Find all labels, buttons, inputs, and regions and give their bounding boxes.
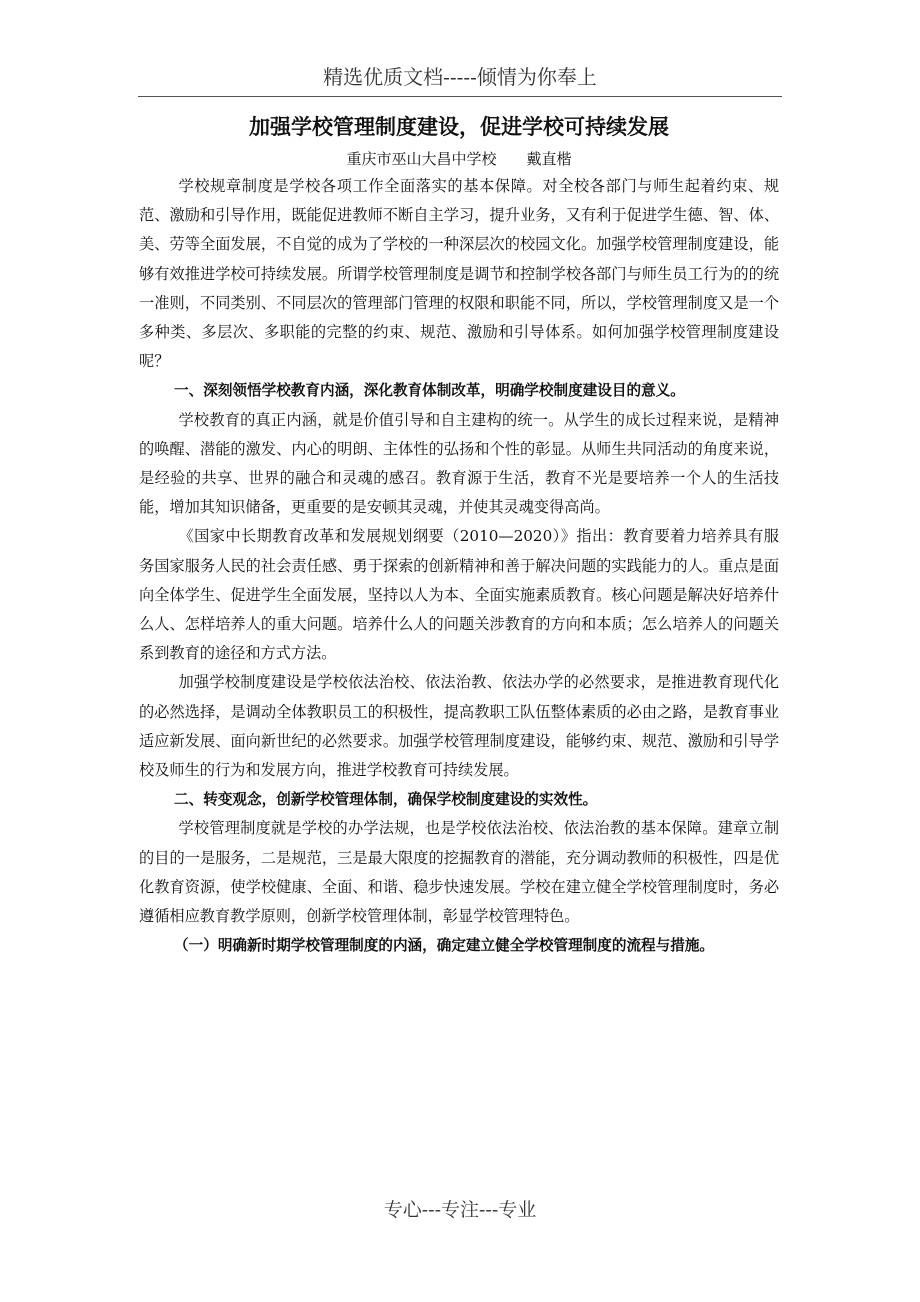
subsection-heading-1: （一）明确新时期学校管理制度的内涵，确定建立健全学校管理制度的流程与措施。 <box>174 937 715 955</box>
author-byline: 重庆市巫山大昌中学校 戴直楷 <box>346 150 572 168</box>
body-paragraph: 学校管理制度就是学校的办学法规，也是学校依法治校、依法治教的基本保障。建章立制的目的一是服务，二是规范，三是最大限度的挖掘教育的潜能，充分调动教师的积极性，四是优化教育资源，使学校健康、全面、和谐、稳步快速发展。学校在建立健全学校管理制度时，务必遵循相应教育教学原则，创新学校管理体制，彰显学校管理特色。 <box>139 819 779 926</box>
body-paragraph: 学校教育的真正内涵，就是价值引导和自主建构的统一。从学生的成长过程来说，是精神的唤醒、潜能的激发、内心的明朗、主体性的弘扬和个性的彰显。从师生共同活动的角度来说，是经验的共享、世界的融合和灵魂的感召。教育源于生活，教育不光是要培养一个人的生活技能，增加其知识储备，更重要的是安顿其灵魂，并使其灵魂变得高尚。 <box>139 410 779 517</box>
section-heading-1: 一、深刻领悟学校教育内涵，深化教育体制改革，明确学校制度建设目的意义。 <box>174 382 685 400</box>
page-footer: 专心---专注---专业 <box>383 1199 537 1221</box>
document-title: 加强学校管理制度建设，促进学校可持续发展 <box>249 115 669 139</box>
body-paragraph: 《国家中长期教育改革和发展规划纲要（2010—2020）》指出：教育要着力培养具有服务国家服务人民的社会责任感、勇于探索的创新精神和善于解决问题的实践能力的人。重点是面向全体学生、促进学生全面发展，坚持以人为本、全面实施素质教育。核心问题是解决好培养什么人、怎样培养人的重大问题。培养什么人的问题关涉教育的方向和本质；怎么培养人的问题关系到教育的途径和方式方法。 <box>139 527 779 663</box>
document-body <box>139 108 779 960</box>
body-paragraph: 学校规章制度是学校各项工作全面落实的基本保障。对全校各部门与师生起着约束、规范、激励和引导作用，既能促进教师不断自主学习，提升业务，又有利于促进学生德、智、体、美、劳等全面发展，不自觉的成为了学校的一种深层次的校园文化。加强学校管理制度建设，能够有效推进学校可持续发展。所谓学校管理制度是调节和控制学校各部门与师生员工行为的的统一准则，不同类别、不同层次的管理部门管理的权限和职能不同，所以，学校管理制度又是一个多种类、多层次、多职能的完整的约束、规范、激励和引导体系。如何加强学校管理制度建设呢？ <box>139 177 779 371</box>
header-divider <box>138 96 782 97</box>
body-paragraph: 加强学校制度建设是学校依法治校、依法治教、依法办学的必然要求，是推进教育现代化的必然选择，是调动全体教职员工的积极性，提高教职工队伍整体素质的必由之路，是教育事业适应新发展、面向新世纪的必然要求。加强学校管理制度建设，能够约束、规范、激励和引导学校及师生的行为和发展方向，推进学校教育可持续发展。 <box>139 673 779 780</box>
section-heading-2: 二、转变观念，创新学校管理体制，确保学校制度建设的实效性。 <box>174 791 598 809</box>
page-header: 精选优质文档-----倾情为你奉上 <box>323 65 597 89</box>
